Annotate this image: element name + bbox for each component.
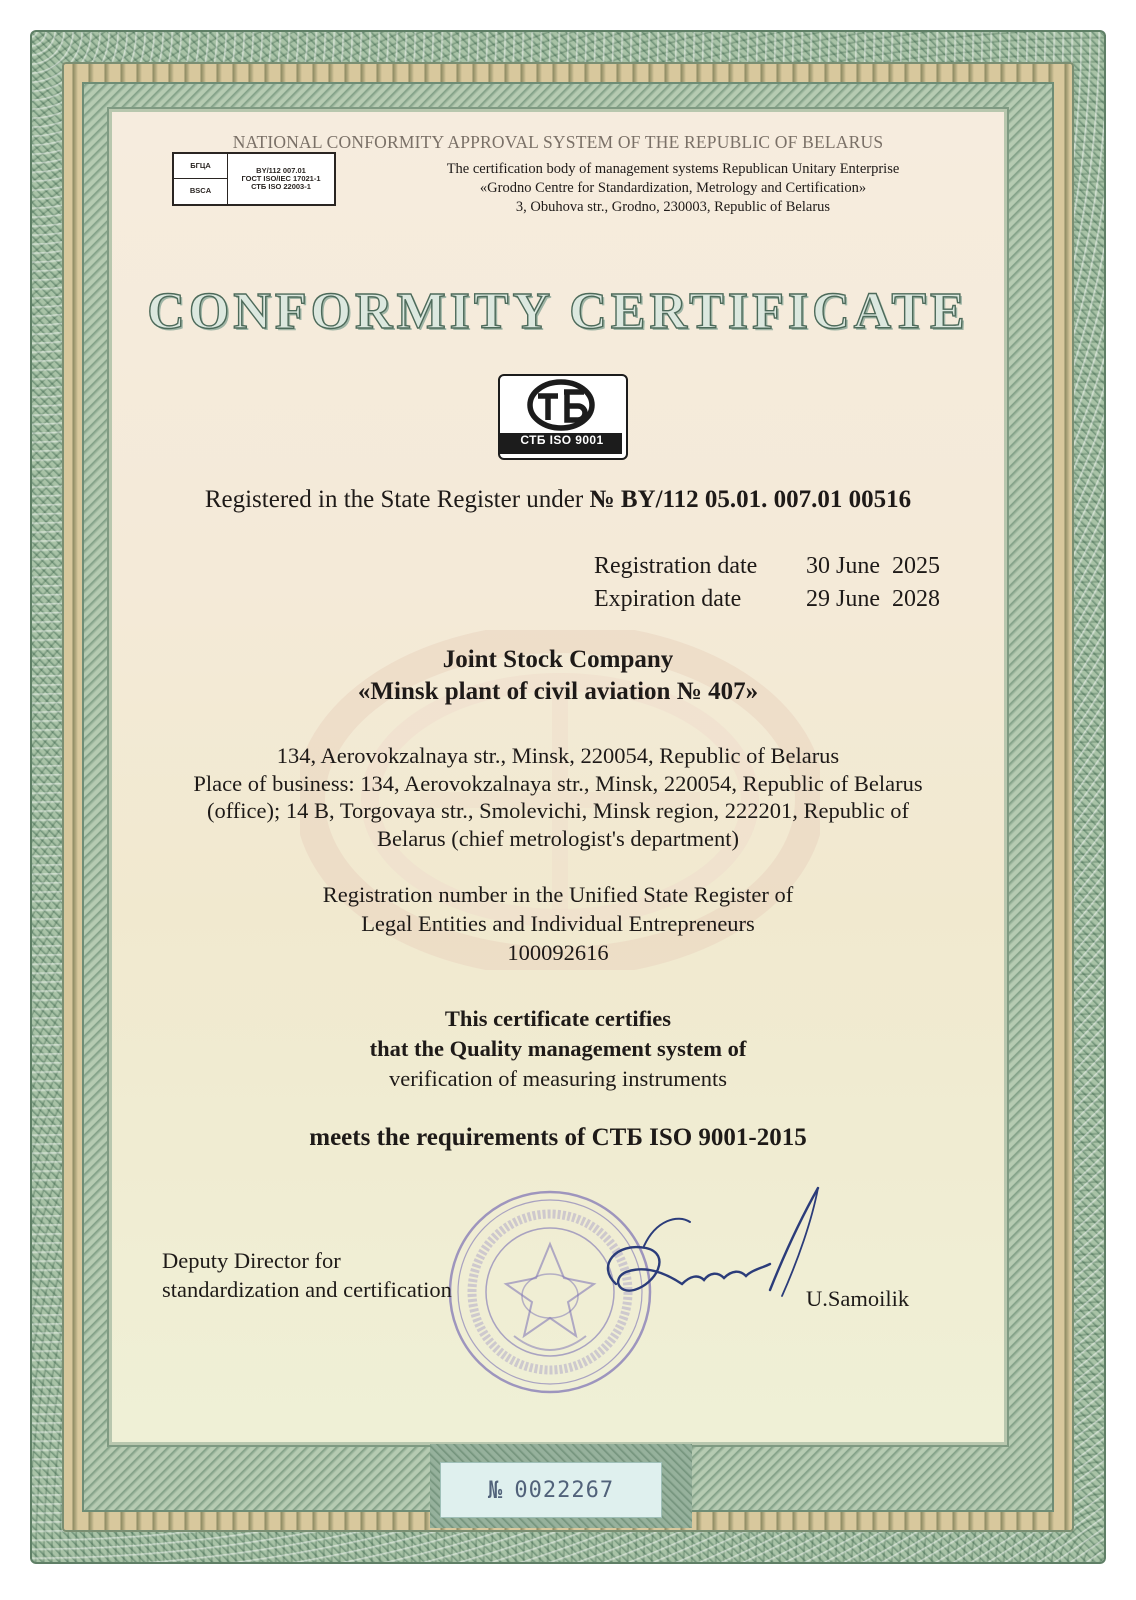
stb-mark-caption: СТБ ISO 9001 — [520, 433, 604, 447]
registration-date-value: 30 June 2025 — [806, 553, 940, 579]
accreditation-mark — [172, 152, 336, 206]
requirements-statement: meets the requirements of СТБ ISO 9001-2015 — [309, 1124, 807, 1151]
serial-number-value: 0022267 — [514, 1477, 615, 1503]
register-line-1: Registration number in the Unified State Register of — [322, 882, 794, 907]
certifies-line-1: This certificate certifies — [444, 1006, 672, 1031]
position-line-1: Deputy Director for — [162, 1248, 341, 1273]
accreditation-line-1: BY/112 007.01 — [256, 165, 306, 175]
accreditation-line-2: ГОСТ ISO/IEC 17021-1 — [241, 173, 321, 183]
signatory-position — [162, 1246, 452, 1304]
certificate-title: CONFORMITY CERTIFICATE — [147, 283, 969, 340]
handwritten-signature — [586, 1180, 836, 1330]
company-address — [150, 742, 966, 852]
company-name-block — [112, 644, 1004, 708]
registration-number: № BY/112 05.01. 007.01 00516 — [589, 486, 912, 513]
certification-body-line-1: The certification body of management systems Republican Unitary Enterprise — [446, 161, 900, 177]
stb-conformity-mark — [498, 374, 628, 460]
accreditation-line-3: СТБ ISO 22003-1 — [251, 182, 311, 192]
certification-body-line-2: «Grodno Centre for Standardization, Metrology and Certification» — [479, 180, 867, 196]
certification-body-info — [392, 160, 954, 217]
registration-date-label: Registration date — [594, 553, 758, 579]
serial-number-prefix: № — [487, 1476, 503, 1504]
register-number: 100092616 — [507, 940, 609, 965]
accreditation-label-bsca: BSCA — [174, 179, 228, 204]
certifies-line-3: verification of measuring instruments — [388, 1066, 728, 1091]
state-register-number-block — [112, 880, 1004, 967]
register-line-2: Legal Entities and Individual Entrepreneurs — [361, 911, 755, 936]
position-line-2: standardization and certification — [162, 1277, 452, 1302]
expiration-date-label: Expiration date — [594, 586, 742, 612]
certification-statement — [112, 1004, 1004, 1094]
registration-statement — [112, 486, 1004, 514]
address-line: (office); 14 B, Torgovaya str., Smolevichi, Minsk region, 222201, Republic of — [206, 798, 910, 823]
validity-dates — [594, 550, 974, 616]
accreditation-standards — [228, 154, 334, 204]
signer-name: U.Samoilik — [806, 1286, 910, 1311]
certifies-line-2: that the Quality management system of — [369, 1036, 747, 1061]
address-line: 134, Aerovokzalnaya str., Minsk, 220054, Republic of Belarus — [276, 743, 840, 768]
address-line: Place of business: 134, Aerovokzalnaya str., Minsk, 220054, Republic of Belarus — [193, 770, 923, 796]
certification-body-line-3: 3, Obuhova str., Grodno, 230003, Republic of Belarus — [515, 199, 831, 215]
company-name: «Minsk plant of civil aviation № 407» — [357, 678, 759, 705]
expiration-date-value: 29 June 2028 — [806, 586, 940, 612]
company-type: Joint Stock Company — [442, 646, 674, 673]
national-system-heading: NATIONAL CONFORMITY APPROVAL SYSTEM OF THE REPUBLIC OF BELARUS — [232, 132, 884, 152]
registration-date-row — [594, 550, 974, 583]
serial-number-box — [440, 1462, 662, 1518]
accreditation-label-bgca: БГЦА — [174, 154, 228, 179]
expiration-date-row — [594, 583, 974, 616]
address-line: Belarus (chief metrologist's department) — [376, 825, 740, 851]
registration-prefix: Registered in the State Register under — [204, 486, 584, 513]
